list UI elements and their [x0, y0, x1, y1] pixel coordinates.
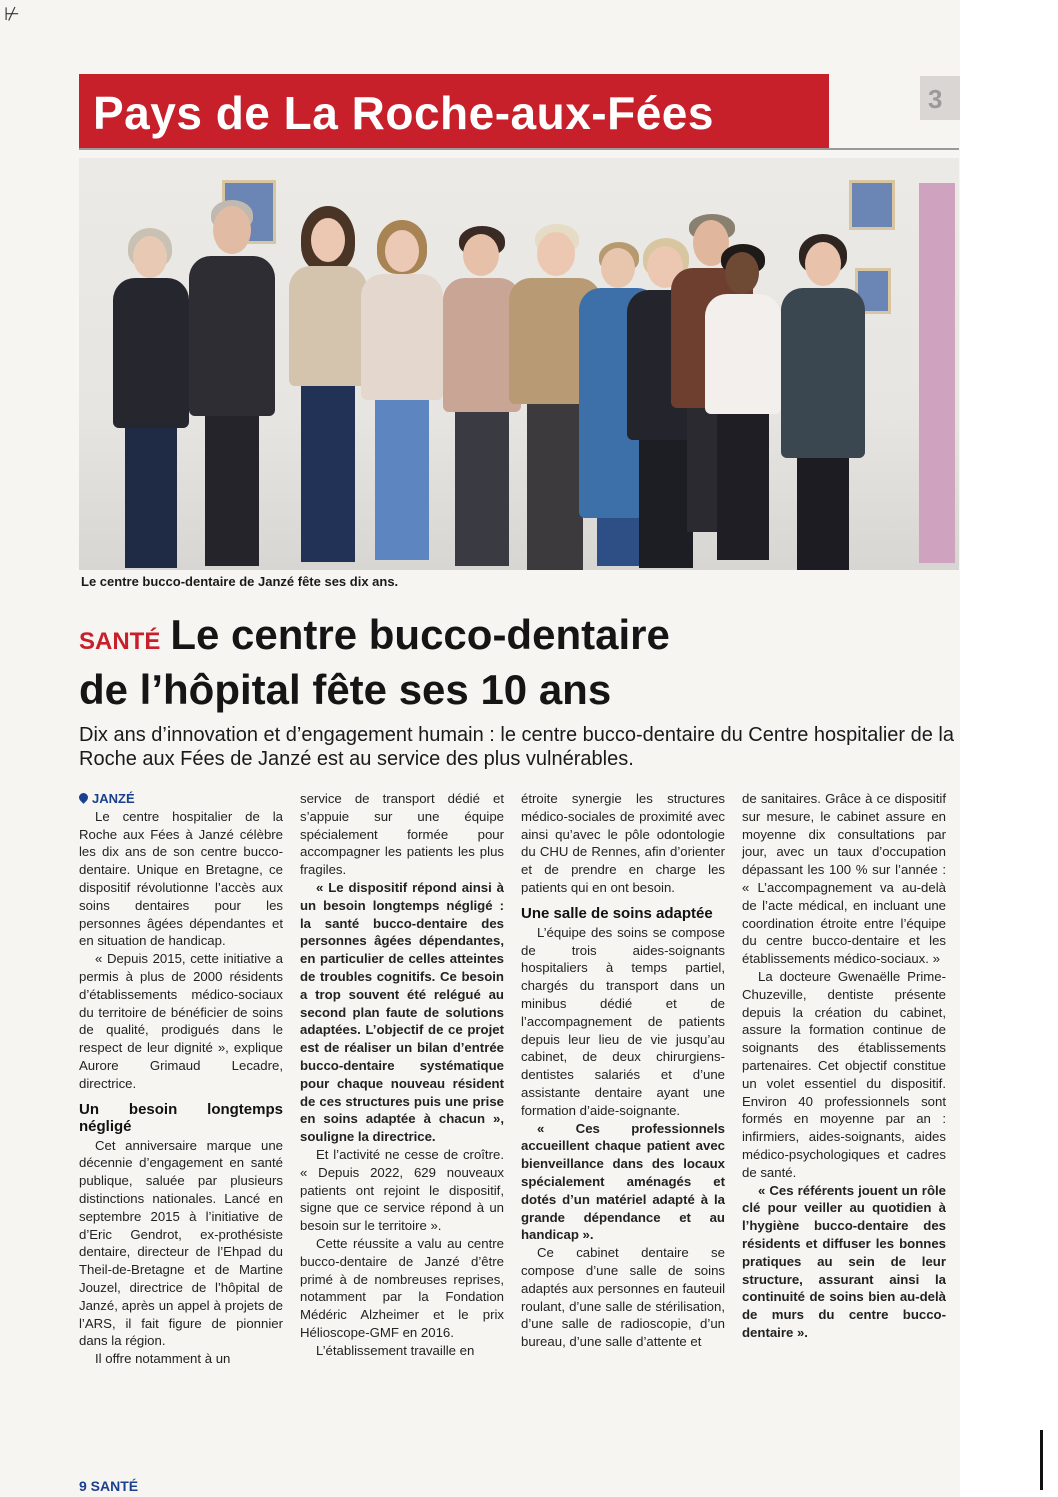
article-column-3 — [521, 790, 725, 1351]
group-photo — [79, 158, 959, 570]
scan-margin — [960, 0, 1058, 1497]
paragraph: service de transport dédié et s’appuie sur une équipe spécialement formée pour accompagner les patients les plus fragiles. — [300, 791, 504, 878]
paragraph-quote: « Ces référents jouent un rôle clé pour veiller au quotidien à l’hygiène bucco-dentaire des résidents et diffuser les bonnes pratiques au sein de leur structure, assurant ainsi la continuité de soins bien au-delà de murs du centre bucco-dentaire ». — [742, 1182, 946, 1340]
subheading: Un besoin longtemps négligé — [79, 1100, 283, 1135]
headline-line-1: Le centre bucco-dentaire — [170, 611, 670, 658]
paragraph: L’établissement travaille en — [316, 1342, 475, 1358]
page-tab: 3 — [920, 76, 960, 120]
banner-rule — [79, 148, 959, 150]
dateline — [79, 790, 283, 808]
footer-mark: 9 SANTÉ — [79, 1478, 139, 1494]
article-column-4 — [742, 790, 946, 1342]
paragraph: de sanitaires. Grâce à ce dispositif sur mesure, le cabinet assure en moyenne dix consultations par jour, avec un taux d’occupation dépassant les 100 % sur l’année : « L’accompagnement va au-delà de l’acte médical, en incluant une coordination étroite entre l’équipe du centre bucco-dentaire et les établissements médico-sociaux. » — [742, 791, 946, 967]
scan-edge-bar — [1040, 1430, 1043, 1490]
person — [287, 206, 369, 566]
paragraph: étroite synergie les structures médico-sociales de proximité avec ainsi qu’avec le pôle odontologie du CHU de Rennes, afin d’orienter et de prendre en charge les patients qui en ont besoin. — [521, 791, 725, 895]
corner-mark: ⊬ — [4, 4, 20, 25]
paragraph: « Depuis 2015, cette initiative a permis à plus de 2000 résidents d’établissements médico-sociaux du territoire de bénéficier de soins de qualité, prodigués dans le respect de leur dignité », explique Aurore Grimaud Lecadre, directrice. — [79, 951, 283, 1091]
paragraph: Le centre hospitalier de la Roche aux Fées à Janzé célèbre les dix ans de son centre bucco-dentaire. Unique en Bretagne, ce dispositif révolutionne l’accès aux soins dentaires pour les personnes âgées dépendantes et en situation de handicap. — [79, 808, 283, 949]
wall-poster — [849, 180, 895, 230]
headline-line-2: de l’hôpital fête ses 10 ans — [79, 666, 612, 713]
paragraph: L’équipe des soins se compose de trois aides-soignants hospitaliers à temps partiel, chargés du transport dans un minibus dédié et de l’accompagnement de patients depuis leur lieu de vie jusqu’au cabinet, de deux chirurgiens-dentistes salariés et d’une assistante dentaire ayant une formation d’aide-soignante. — [521, 924, 725, 1118]
person — [781, 234, 865, 570]
person — [705, 244, 781, 560]
article-headline — [79, 611, 939, 714]
dateline-text: JANZÉ — [92, 791, 135, 806]
paragraph-quote: « Ces professionnels accueillent chaque patient avec bienveillance dans des locaux spécialement aménagés et dotés d’un matériel adapté à la grande dépendance et au handicap ». — [521, 1120, 725, 1243]
photo-caption: Le centre bucco-dentaire de Janzé fête ses dix ans. — [81, 574, 399, 589]
pink-door — [919, 183, 955, 563]
paragraph: Cette réussite a valu au centre bucco-dentaire de Janzé d’être primé à de nombreuses reprises, notamment par la Fondation Médéric Alzheimer et le prix Hélioscope-GMF en 2016. — [300, 1235, 504, 1340]
paragraph-quote: « Le dispositif répond ainsi à un besoin longtemps négligé : la santé bucco-dentaire des personnes âgées dépendantes, en particulier de celles atteintes de troubles cognitifs. Ce besoin a trop souvent été relégué au second plan faute de solutions adaptées. L’objectif de ce projet est de réaliser un bilan d’entrée bucco-dentaire systématique pour chaque nouveau résident de ces structures puis une prise en soins adaptée à chacun », souligne la directrice. — [300, 879, 504, 1145]
article-column-1 — [79, 790, 283, 1368]
person — [189, 200, 275, 570]
person — [361, 220, 443, 566]
paragraph: La docteure Gwenaëlle Prime-Chuzeville, dentiste présente depuis la création du cabinet, assure la formation continue de soignants des établissements partenaires. Cet objectif constitue un volet essentiel du dispositif. Environ 40 professionnels sont formés en moyenne par an : infirmiers, aides-soignants, aides médico-psychologiques et cadres de santé. — [742, 968, 946, 1180]
paragraph: Il offre notamment à un — [95, 1351, 231, 1367]
section-banner: Pays de La Roche-aux-Fées — [79, 74, 829, 148]
location-pin-icon — [77, 791, 90, 804]
article-column-2 — [300, 790, 504, 1360]
article-kicker: SANTÉ — [79, 628, 161, 655]
paragraph: Et l’activité ne cesse de croître. « Depuis 2022, 629 nouveaux patients ont rejoint le dispositif, signe que ce service répond à un besoin sur le territoire ». — [300, 1146, 504, 1234]
paragraph: Cet anniversaire marque une décennie d’engagement en santé publique, saluée par plusieurs distinctions nationales. Lancé en septembre 2015 à l’initiative de d’Eric Gendrot, ex-prothésiste dentaire, directeur de l’Ehpad du Theil-de-Bretagne et de Martine Jouzel, directrice de l’hôpital de Janzé, après un appel à projets de l’ARS, il fait figure de pionnier dans la région. — [79, 1137, 283, 1349]
person — [111, 228, 191, 568]
article-standfirst: Dix ans d’innovation et d’engagement humain : le centre bucco-dentaire du Centre hospitalier de la Roche aux Fées de Janzé est au service des plus vulnérables. — [79, 724, 954, 770]
subheading: Une salle de soins adaptée — [521, 904, 713, 922]
paragraph: Ce cabinet dentaire se compose d’une salle de soins adaptés aux personnes en fauteuil roulant, d’une salle de stérilisation, d’une salle de radioscopie, d’un bureau, d’une salle d’attente et — [521, 1245, 725, 1350]
